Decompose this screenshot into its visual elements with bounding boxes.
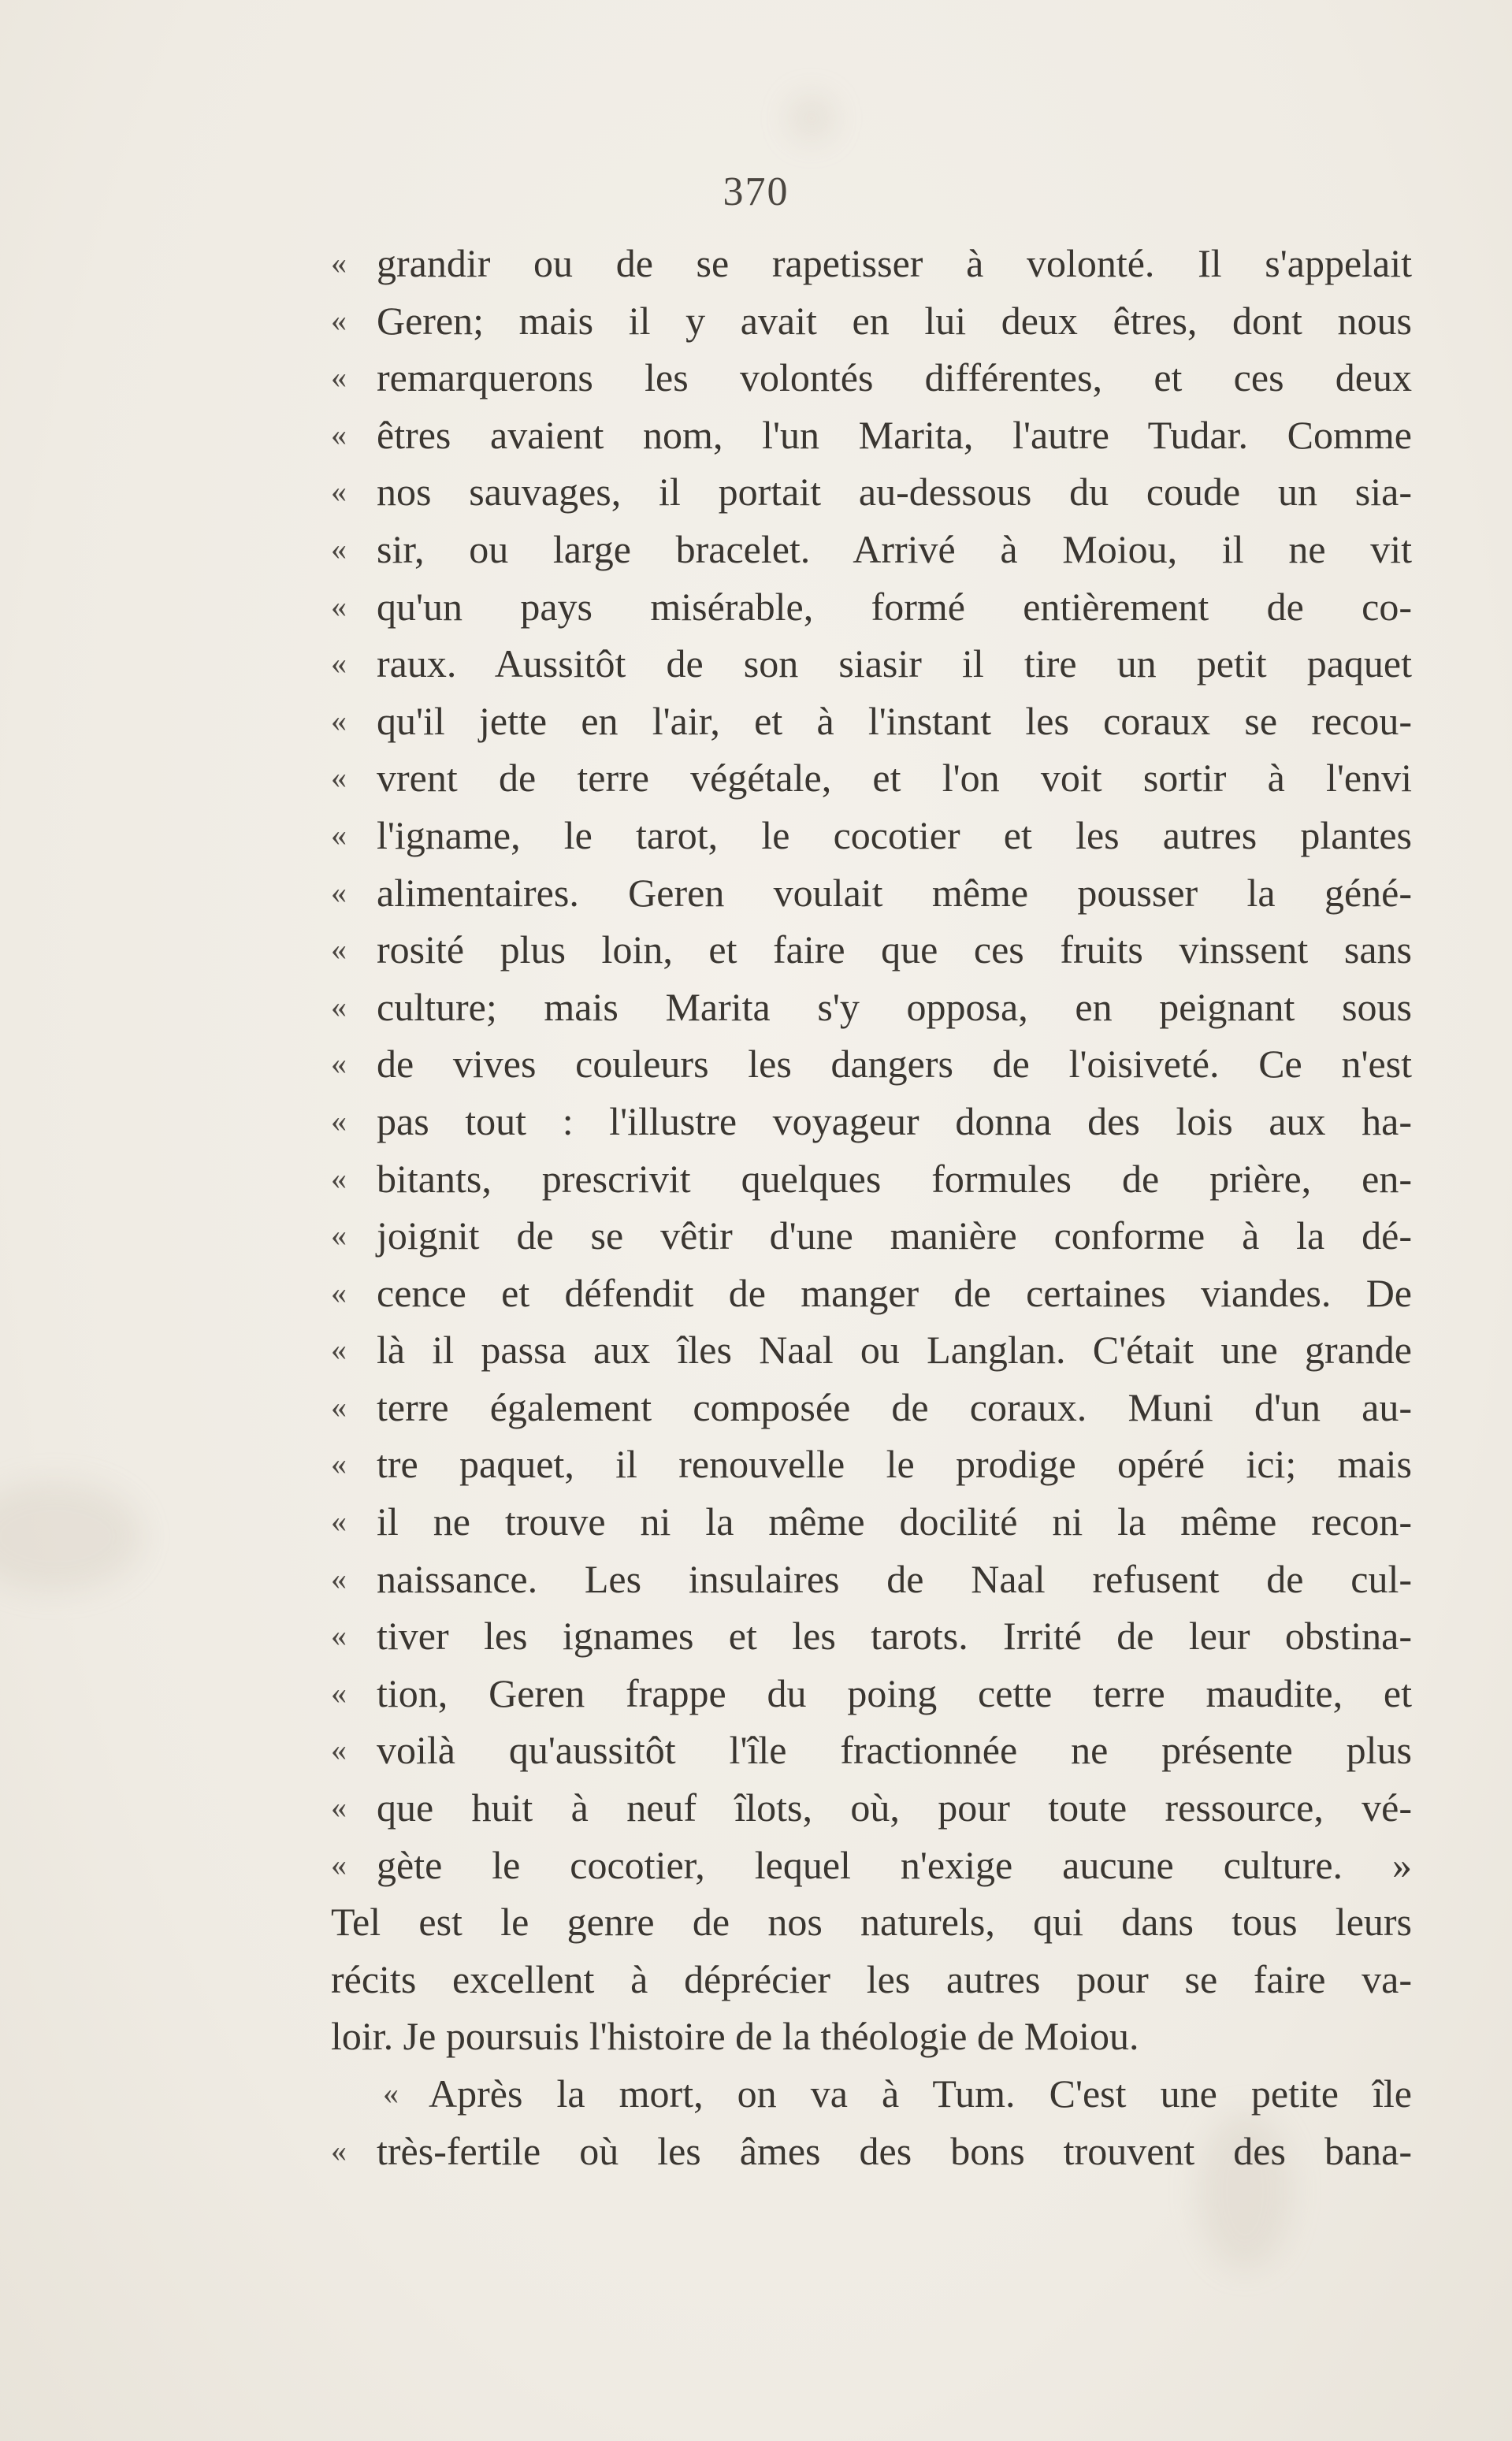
text-line [331, 1893, 1412, 1951]
text-line [331, 578, 1412, 636]
line-text: remarquerons les volontés différentes, et ces deux [377, 355, 1412, 400]
line-text: naissance. Les insulaires de Naal refusent de cul- [377, 1556, 1412, 1601]
quote-mark: « [331, 702, 347, 738]
text-line [331, 1837, 1412, 1894]
text-line [331, 807, 1412, 864]
line-text: sir, ou large bracelet. Arrivé à Moiou, il ne vit [377, 526, 1412, 571]
text-line [331, 635, 1412, 693]
line-text: tion, Geren frappe du poing cette terre maudite, et [377, 1670, 1412, 1715]
quote-mark: « [331, 302, 347, 338]
line-text: Après la mort, on va à Tum. C'est une petite île [429, 2071, 1412, 2116]
text-line [331, 407, 1412, 464]
line-text: alimentaires. Geren voulait même pousser la géné- [377, 870, 1412, 915]
quote-mark: « [331, 1388, 347, 1425]
line-text: il ne trouve ni la même docilité ni la même recon- [377, 1499, 1412, 1544]
quote-mark: « [331, 931, 347, 968]
quote-mark: « [331, 645, 347, 682]
line-text: vrent de terre végétale, et l'on voit sortir à l'envi [377, 756, 1412, 801]
quote-mark: « [331, 874, 347, 910]
line-text: grandir ou de se rapetisser à volonté. Il s'appelait [377, 241, 1412, 285]
line-text: voilà qu'aussitôt l'île fractionnée ne présente plus [377, 1728, 1412, 1773]
paper-stain [788, 95, 835, 142]
text-line [331, 1093, 1412, 1150]
text-line [331, 1551, 1412, 1608]
line-text: gète le cocotier, lequel n'exige aucune culture. » [377, 1842, 1412, 1887]
line-text: que huit à neuf îlots, où, pour toute ressource, vé- [377, 1785, 1412, 1830]
quote-mark: « [331, 1274, 347, 1310]
quote-mark: « [331, 1618, 347, 1654]
text-line [331, 1493, 1412, 1551]
quote-mark: « [331, 1217, 347, 1254]
line-text: là il passa aux îles Naal ou Langlan. C'était une grande [377, 1328, 1412, 1373]
text-line [331, 1150, 1412, 1208]
text-line [331, 1436, 1412, 1493]
text-line [331, 1321, 1412, 1379]
quote-mark: « [331, 245, 347, 281]
text-line [331, 749, 1412, 807]
quote-mark: « [331, 588, 347, 624]
quote-mark: « [331, 1332, 347, 1368]
line-text: récits excellent à déprécier les autres pour se faire va- [331, 1956, 1412, 2001]
line-text: Tel est le genre de nos naturels, qui dans tous leurs [331, 1900, 1412, 1945]
quote-mark: « [331, 1102, 347, 1139]
text-line [331, 1665, 1412, 1722]
line-text: l'igname, le tarot, le cocotier et les autres plantes [377, 812, 1412, 857]
text-line [331, 2123, 1412, 2180]
body-text [331, 235, 1412, 2179]
text-line [331, 1379, 1412, 1436]
quote-mark: « [383, 2075, 399, 2111]
text-line [331, 864, 1412, 922]
line-text: joignit de se vêtir d'une manière conforme à la dé- [377, 1213, 1412, 1258]
quote-mark: « [331, 988, 347, 1024]
line-text: nos sauvages, il portait au-dessous du coude un sia- [377, 470, 1412, 515]
text-line [331, 463, 1412, 521]
line-text: Geren; mais il y avait en lui deux êtres, dont nous [377, 298, 1412, 343]
quote-mark: « [331, 760, 347, 796]
line-text: tre paquet, il renouvelle le prodige opéré ici; mais [377, 1442, 1412, 1487]
text-line [331, 979, 1412, 1036]
text-line [331, 2065, 1412, 2123]
line-text: terre également composée de coraux. Muni d'un au- [377, 1384, 1412, 1429]
quote-mark: « [331, 1046, 347, 1082]
text-line [331, 1265, 1412, 1322]
text-line [331, 1722, 1412, 1779]
quote-mark: « [331, 1846, 347, 1882]
line-text: êtres avaient nom, l'un Marita, l'autre Tudar. Comme [377, 412, 1412, 457]
quote-mark: « [331, 1732, 347, 1768]
line-text: très-fertile où les âmes des bons trouvent des bana- [377, 2128, 1412, 2173]
line-text: rosité plus loin, et faire que ces fruits vinssent sans [377, 927, 1412, 972]
text-line [331, 349, 1412, 407]
text-line [331, 235, 1412, 292]
text-line [331, 1607, 1412, 1665]
quote-mark: « [331, 1789, 347, 1826]
paper-stain [0, 1481, 142, 1592]
quote-mark: « [331, 816, 347, 853]
quote-mark: « [331, 1446, 347, 1482]
quote-mark: « [331, 474, 347, 510]
line-text: pas tout : l'illustre voyageur donna des lois aux ha- [377, 1098, 1412, 1143]
text-line [331, 1951, 1412, 2008]
quote-mark: « [331, 1160, 347, 1196]
quote-mark: « [331, 1560, 347, 1596]
quote-mark: « [331, 1503, 347, 1540]
text-line [331, 1207, 1412, 1265]
line-text: loir. Je poursuis l'histoire de la théologie de Moiou. [331, 2014, 1139, 2059]
text-line [331, 292, 1412, 350]
quote-mark: « [331, 2132, 347, 2168]
text-line [331, 693, 1412, 750]
text-line [331, 1035, 1412, 1093]
line-text: qu'un pays misérable, formé entièrement de co- [377, 584, 1412, 629]
line-text: tiver les ignames et les tarots. Irrité de leur obstina- [377, 1614, 1412, 1659]
line-text: cence et défendit de manger de certaines viandes. De [377, 1270, 1412, 1315]
text-line [331, 2008, 1412, 2065]
line-text: qu'il jette en l'air, et à l'instant les coraux se recou- [377, 698, 1412, 743]
text-line [331, 521, 1412, 578]
line-text: raux. Aussitôt de son siasir il tire un petit paquet [377, 641, 1412, 686]
page-number: 370 [723, 169, 789, 214]
line-text: de vives couleurs les dangers de l'oisiveté. Ce n'est [377, 1042, 1412, 1087]
text-line [331, 1779, 1412, 1837]
quote-mark: « [331, 1674, 347, 1711]
line-text: culture; mais Marita s'y opposa, en peignant sous [377, 984, 1412, 1029]
quote-mark: « [331, 416, 347, 452]
text-line [331, 921, 1412, 979]
line-text: bitants, prescrivit quelques formules de prière, en- [377, 1156, 1412, 1201]
quote-mark: « [331, 359, 347, 396]
quote-mark: « [331, 530, 347, 567]
